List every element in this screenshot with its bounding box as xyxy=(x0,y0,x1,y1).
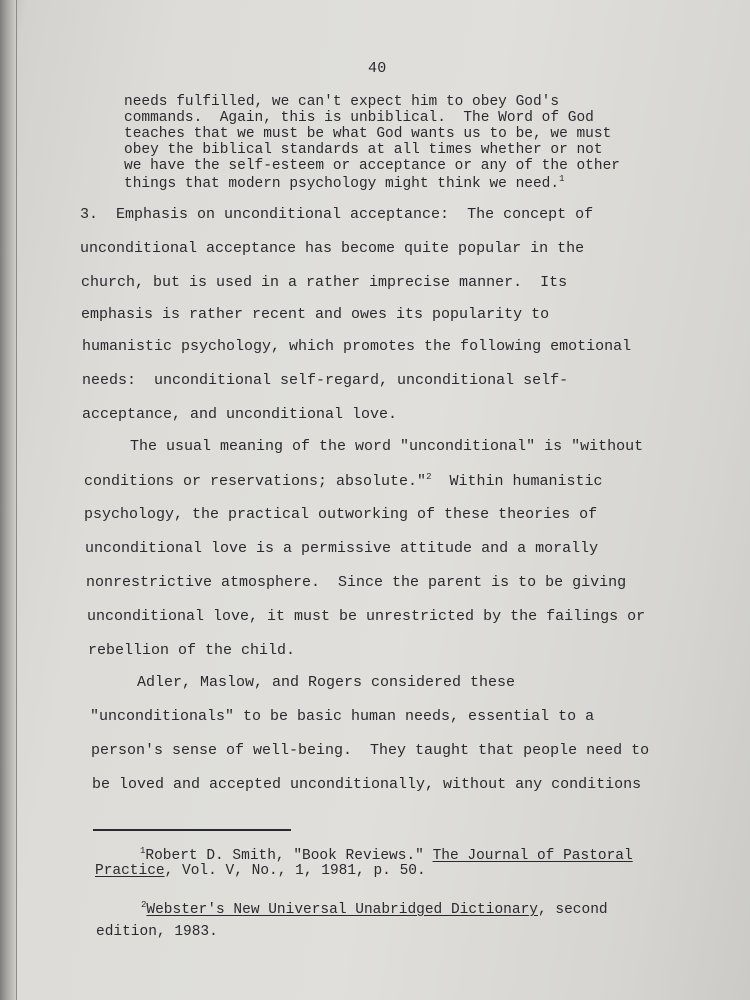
journal-title: Practice xyxy=(95,863,165,879)
body-line-text: Within humanistic xyxy=(431,473,603,490)
quote-line: teaches that we must be what God wants us to be, we must xyxy=(124,126,612,142)
page-edge xyxy=(16,0,17,1000)
body-line: be loved and accepted unconditionally, without any conditions xyxy=(92,776,642,793)
body-line: rebellion of the child. xyxy=(88,642,296,659)
body-line: nonrestrictive atmosphere. Since the parent is to be giving xyxy=(86,574,627,591)
footnote-2-line xyxy=(141,900,608,918)
quote-line xyxy=(124,174,564,192)
footnote-text: Robert D. Smith, "Book Reviews." xyxy=(145,848,433,864)
footnote-ref-2: 2 xyxy=(426,472,432,482)
body-line: Adler, Maslow, and Rogers considered these xyxy=(137,674,516,691)
quote-line: obey the biblical standards at all times whether or not xyxy=(124,142,603,158)
body-line: person's sense of well-being. They taught that people need to xyxy=(91,742,650,759)
body-line: emphasis is rather recent and owes its popularity to xyxy=(81,306,550,323)
quote-line: commands. Again, this is unbiblical. The Word of God xyxy=(124,110,594,126)
body-line: psychology, the practical outworking of these theories of xyxy=(84,506,598,523)
dictionary-title: Webster's New Universal Unabridged Dictionary xyxy=(146,902,538,918)
quote-line-text: things that modern psychology might think we need. xyxy=(124,176,560,192)
quote-line: needs fulfilled, we can't expect him to obey God's xyxy=(124,94,560,110)
journal-title: The Journal of Pastoral xyxy=(432,848,633,864)
footnote-1-line xyxy=(95,863,426,879)
footnote-separator xyxy=(93,829,291,831)
body-line: acceptance, and unconditional love. xyxy=(82,406,398,423)
body-line: humanistic psychology, which promotes the following emotional xyxy=(82,338,632,355)
body-line xyxy=(84,472,603,490)
body-line: unconditional love is a permissive attitude and a morally xyxy=(85,540,599,557)
footnote-2-line: edition, 1983. xyxy=(96,924,218,940)
book-binding xyxy=(0,0,16,1000)
body-line: "unconditionals" to be basic human needs, essential to a xyxy=(90,708,595,725)
body-line: needs: unconditional self-regard, unconditional self- xyxy=(82,372,569,389)
page-number: 40 xyxy=(368,60,387,77)
body-line: unconditional acceptance has become quite popular in the xyxy=(80,240,585,257)
body-line: unconditional love, it must be unrestricted by the failings or xyxy=(87,608,646,625)
footnote-ref-1: 1 xyxy=(559,174,565,184)
footnote-text: , second xyxy=(537,902,608,918)
body-line: The usual meaning of the word "unconditional" is "without xyxy=(130,438,644,455)
footnote-marker-2: 2 xyxy=(141,900,147,910)
quote-line: we have the self-esteem or acceptance or any of the other xyxy=(124,158,620,174)
body-line: 3. Emphasis on unconditional acceptance: The concept of xyxy=(80,206,594,223)
body-line-text: conditions or reservations; absolute." xyxy=(84,473,427,490)
footnote-text: , Vol. V, No., 1, 1981, p. 50. xyxy=(164,863,426,879)
body-line: church, but is used in a rather imprecise manner. Its xyxy=(81,274,568,291)
footnote-1-line xyxy=(140,846,633,864)
footnote-marker-1: 1 xyxy=(140,846,146,856)
